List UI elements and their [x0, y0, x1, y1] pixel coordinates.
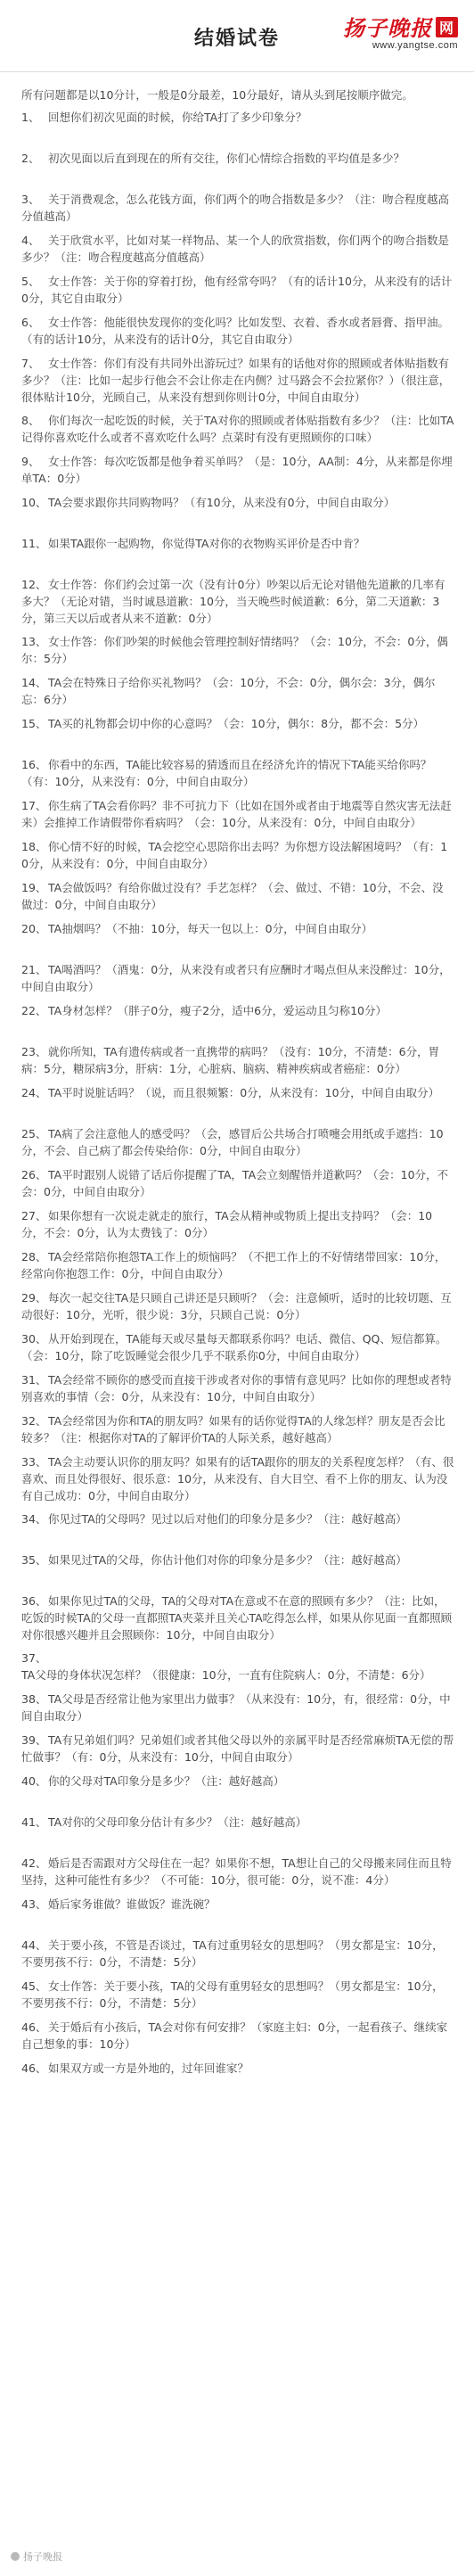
question-text: 关于要小孩，不管是否谈过，TA有过重男轻女的思想吗？（男女都是宝：10分，不要男孩不行：0分，不清楚：5分）: [21, 1938, 444, 1969]
watermark: [11, 2549, 62, 2564]
question-text: 女士作答：关于你的穿着打扮，他有经常夸吗？（有的话计10分，从来没有的话计0分，其它自由取分）: [21, 275, 453, 305]
question-text: TA会要求跟你共同购物吗？（有10分，从来没有0分，中间自由取分）: [48, 496, 396, 509]
question-number: 21、: [21, 963, 47, 976]
question-item: [21, 1284, 454, 1325]
question-text: 你的父母对TA印象分是多少？（注：越好越高）: [48, 1774, 285, 1788]
question-item: [21, 489, 454, 530]
question-number: 9、: [21, 455, 40, 468]
question-item: [21, 1890, 454, 1931]
question-number: 2、: [21, 152, 40, 165]
question-text: 婚后是否需跟对方父母住在一起？如果你不想，TA想让自己的父母搬来同住而且特坚持，这种可能性有多少？（不可能：10分，很可能：0分，说不准：4分）: [21, 1856, 452, 1887]
question-item: [21, 407, 454, 448]
question-text: 关于消费观念，怎么花钱方面，你们两个的吻合指数是多少？（注：吻合程度越高分值越高）: [21, 193, 450, 223]
question-text: 从开始到现在，TA能每天或尽量每天都联系你吗？电话、微信、QQ、短信都算。（会：10分，除了吃饭睡觉会很少几乎不联系你0分，中间自由取分）: [21, 1332, 447, 1362]
question-item: [21, 2013, 454, 2054]
question-number: 17、: [21, 799, 47, 812]
question-item: [21, 2054, 454, 2095]
question-number: 46、: [21, 2062, 47, 2075]
question-text: TA父母是否经常让他为家里出力做事？（从来没有：10分，有，很经常：0分，中间自由取分）: [21, 1692, 451, 1723]
question-number: 29、: [21, 1291, 47, 1304]
question-item: [21, 1325, 454, 1366]
question-number: 40、: [21, 1774, 47, 1788]
question-item: [21, 530, 454, 571]
question-number: 38、: [21, 1692, 47, 1706]
question-text: TA会经常陪你抱怨TA工作上的烦恼吗？（不把工作上的不好情绪带回家：10分，经常向你抱怨工作：0分，中间自由取分）: [21, 1250, 446, 1280]
question-number: 14、: [21, 676, 47, 689]
logo-badge: 网: [436, 17, 458, 37]
question-text: 你见过TA的父母吗？见过以后对他们的印象分是多少？（注：越好越高）: [48, 1512, 407, 1526]
question-item: [21, 1407, 454, 1448]
question-text: TA对你的父母印象分估计有多少？（注：越好越高）: [48, 1815, 307, 1829]
question-text: 你生病了TA会看你吗？非不可抗力下（比如在国外或者由于地震等自然灾害无法赶来）会推掉工作请假带你看病吗？（会：10分，从来没有：0分，中间自由取分）: [21, 799, 452, 829]
question-item: [21, 628, 454, 669]
question-text: 女士作答：你们吵架的时候他会管理控制好情绪吗？（会：10分，不会：0分，偶尔：5分）: [21, 635, 448, 665]
question-text: TA病了会注意他人的感受吗？（会，感冒后公共场合打喷嚏会用纸或手遮挡：10分，不会、自己病了都会传染给你：0分，中间自由取分）: [21, 1127, 444, 1157]
logo-name: 扬子晚报: [342, 15, 432, 41]
question-item: [21, 448, 454, 489]
question-text: 初次见面以后直到现在的所有交往，你们心情综合指数的平均值是多少？: [48, 152, 405, 165]
question-text: 女士作答：你们约会过第一次（没有计0分）吵架以后无论对错他先道歉的几率有多大？（无论对错，当时诚恳道歉：10分，当天晚些时候道歉：6分，第二天道歉：3分，第三天以后或者从来不道歉：0分）: [21, 578, 445, 625]
question-number: 34、: [21, 1512, 47, 1526]
question-number: 4、: [21, 234, 40, 247]
publisher-logo[interactable]: [324, 11, 458, 51]
question-item: [21, 792, 454, 833]
question-text: 关于欣赏水平，比如对某一样物品、某一个人的欣赏指数，你们两个的吻合指数是多少？（注：吻合程度越高分值越高）: [21, 234, 450, 264]
question-number: 43、: [21, 1897, 47, 1911]
question-text: TA平时说脏话吗？（说，而且很频繁：0分，从来没有：10分，中间自由取分）: [48, 1086, 440, 1099]
question-number: 18、: [21, 840, 47, 853]
question-text: TA父母的身体状况怎样？（很健康：10分，一直有住院病人：0分，不清楚：6分）: [21, 1668, 431, 1682]
question-number: 1、: [21, 111, 40, 124]
question-item: [21, 915, 454, 956]
question-text: 女士作答：他能很快发现你的变化吗？比如发型、衣着、香水或者唇膏、指甲油。（有的话计10分，从来没有的话计0分，其它自由取分）: [21, 316, 450, 346]
intro-text: 所有问题都是以10分计，一般是0分最差，10分最好，请从头到尾按顺序做完。: [21, 88, 413, 102]
question-item: [21, 1366, 454, 1407]
question-text: 你看中的东西，TA能比较容易的猜透而且在经济允许的情况下TA能买给你吗？（有：10分，从来没有：0分，中间自由取分）: [21, 758, 432, 788]
question-item: [21, 309, 454, 350]
question-text: 就你所知，TA有遗传病或者一直携带的病吗？（没有：10分，不清楚：6分，胃病：5分，糖尿病3分，肝病：1分，心脏病、脑病、精神疾病或者癌症：0分）: [21, 1045, 440, 1075]
question-number: 11、: [21, 537, 47, 550]
question-item: [21, 710, 454, 751]
question-text: TA会做饭吗？有给你做过没有？手艺怎样？（会、做过、不错：10分，不会、没做过：0分，中间自由取分）: [21, 881, 444, 911]
question-item: [21, 1202, 454, 1243]
watermark-text: 扬子晚报: [23, 2551, 62, 2563]
question-item: [21, 1644, 454, 1685]
question-number: 23、: [21, 1045, 47, 1058]
question-text: TA会在特殊日子给你买礼物吗？（会：10分，不会：0分，偶尔会：3分，偶尔忘：6分）: [21, 676, 436, 706]
question-item: [21, 226, 454, 267]
question-number: 36、: [21, 1594, 47, 1608]
question-text: TA买的礼物都会切中你的心意吗？（会：10分，偶尔：8分，都不会：5分）: [48, 717, 425, 730]
question-text: TA会经常因为你和TA的朋友吗？如果有的话你觉得TA的人缘怎样？朋友是否会比较多？（注：根据你对TA的了解评价TA的人际关系，越好越高）: [21, 1414, 445, 1444]
question-number: 7、: [21, 357, 40, 370]
question-item: [21, 1243, 454, 1284]
question-item: [21, 1808, 454, 1849]
question-number: 3、: [21, 193, 40, 206]
question-text: 如果你想有一次说走就走的旅行，TA会从精神或物质上提出支持吗？（会：10分，不会：0分，认为太费钱了：0分）: [21, 1209, 433, 1239]
question-number: 30、: [21, 1332, 47, 1346]
question-text: 回想你们初次见面的时候，你给TA打了多少印象分？: [48, 111, 307, 124]
question-item: [21, 571, 454, 628]
question-item: [21, 1931, 454, 1972]
question-number: 5、: [21, 275, 40, 288]
question-number: 20、: [21, 922, 47, 935]
question-number: 33、: [21, 1455, 47, 1469]
question-number: 10、: [21, 496, 47, 509]
question-item: [21, 1685, 454, 1726]
header: [0, 0, 474, 72]
question-item: [21, 874, 454, 915]
question-number: 6、: [21, 316, 40, 329]
page-title: 结婚试卷: [193, 28, 280, 50]
question-text: TA有兄弟姐们吗？兄弟姐们或者其他父母以外的亲属平时是否经常麻烦TA无偿的帮忙做事？（有：0分，从来没有：10分，中间自由取分）: [21, 1733, 454, 1764]
question-text: TA会主动要认识你的朋友吗？如果有的话TA跟你的朋友的关系程度怎样？（有、很喜欢、而且处得很好、很乐意：10分，从来没有、自大目空、看不上你的朋友、认为没有自己成功：0分，中间自由取分）: [21, 1455, 454, 1502]
question-number: 19、: [21, 881, 47, 894]
question-number: 32、: [21, 1414, 47, 1428]
question-number: 35、: [21, 1553, 47, 1567]
question-number: 26、: [21, 1168, 47, 1181]
question-number: 13、: [21, 635, 47, 648]
logo-text: [324, 11, 458, 42]
question-number: 41、: [21, 1815, 47, 1829]
question-item: [21, 1161, 454, 1202]
question-item: [21, 1726, 454, 1767]
question-text: 如果见过TA的父母，你估计他们对你的印象分是多少？（注：越好越高）: [48, 1553, 407, 1567]
question-item: [21, 1767, 454, 1808]
question-item: [21, 1120, 454, 1161]
question-text: TA会经常不顾你的感受而直接干涉或者对你的事情有意见吗？比如你的理想或者特别喜欢的事情（会：0分，从来没有：10分，中间自由取分）: [21, 1373, 452, 1403]
question-item: [21, 1546, 454, 1587]
question-number: 46、: [21, 2020, 47, 2034]
question-list: [0, 103, 474, 2095]
question-text: TA喝酒吗？（酒鬼：0分，从来没有或者只有应酬时才喝点但从来没醉过：10分，中间自由取分）: [21, 963, 451, 993]
logo-url: www.yangtse.com: [372, 40, 458, 51]
question-text: 每次一起交往TA是只顾自己讲还是只顾听？（会：注意倾听，适时的比较切题、互动很好：10分，光听，很少说：3分，只顾自己说：0分）: [21, 1291, 452, 1321]
question-item: [21, 144, 454, 185]
question-text: TA抽烟吗？（不抽：10分，每天一包以上：0分，中间自由取分）: [48, 922, 373, 935]
question-text: TA平时跟别人说错了话后你提醒了TA，TA会立刻醒悟并道歉吗？（会：10分，不会：0分，中间自由取分）: [21, 1168, 449, 1198]
question-text: 如果TA跟你一起购物，你觉得TA对你的衣物购买评价是否中肯？: [48, 537, 365, 550]
question-item: [21, 997, 454, 1038]
question-item: [21, 350, 454, 407]
question-number: 45、: [21, 1979, 47, 1993]
question-text: TA身材怎样？（胖子0分，瘦子2分，适中6分，爱运动且匀称10分）: [48, 1004, 387, 1017]
question-text: 你们每次一起吃饭的时候，关于TA对你的照顾或者体贴指数有多少？（注：比如TA记得你喜欢吃什么或者不喜欢吃什么吗？点菜时有没有更照顾你的口味）: [21, 414, 454, 444]
question-item: [21, 1849, 454, 1890]
question-item: [21, 1038, 454, 1079]
question-text: 你心情不好的时候，TA会挖空心思陪你出去吗？为你想方设法解困境吗？（有：10分，从来没有：0分，中间自由取分）: [21, 840, 448, 870]
question-item: [21, 956, 454, 997]
question-text: 如果双方或一方是外地的，过年回谁家？: [48, 2062, 249, 2075]
question-text: 关于婚后有小孩后，TA会对你有何安排？（家庭主妇：0分，一起看孩子、继续家自己想象的事：10分）: [21, 2020, 448, 2051]
question-item: [21, 833, 454, 874]
question-number: 16、: [21, 758, 47, 771]
question-number: 39、: [21, 1733, 47, 1747]
question-item: [21, 1448, 454, 1505]
question-item: [21, 185, 454, 226]
question-number: 24、: [21, 1086, 47, 1099]
question-number: 15、: [21, 717, 47, 730]
question-number: 42、: [21, 1856, 47, 1870]
question-text: 婚后家务谁做？谁做饭？谁洗碗？: [48, 1897, 216, 1911]
watermark-icon: [11, 2552, 20, 2561]
question-item: [21, 1972, 454, 2013]
question-number: 25、: [21, 1127, 47, 1140]
question-item: [21, 267, 454, 309]
question-number: 44、: [21, 1938, 47, 1952]
footer: [0, 2535, 474, 2576]
question-number: 28、: [21, 1250, 47, 1263]
question-item: [21, 1079, 454, 1120]
question-item: [21, 669, 454, 710]
question-text: 如果你见过TA的父母，TA的父母对TA在意或不在意的照顾有多少？（注：比如，吃饭的时候TA的父母一直都照TA夹菜并且关心TA吃得怎么样，如果从你见面一直都照顾对你很感兴趣并且会照顾你：10分，中间自由取分）: [21, 1594, 453, 1642]
question-item: [21, 103, 454, 144]
question-item: [21, 1505, 454, 1546]
question-item: [21, 1587, 454, 1644]
question-item: [21, 751, 454, 792]
question-number: 27、: [21, 1209, 47, 1222]
question-text: 女士作答：关于要小孩，TA的父母有重男轻女的思想吗？（男女都是宝：10分，不要男孩不行：0分，不清楚：5分）: [21, 1979, 444, 2010]
question-number: 31、: [21, 1373, 47, 1387]
question-number: 37、: [21, 1651, 47, 1665]
question-number: 22、: [21, 1004, 47, 1017]
question-number: 12、: [21, 578, 47, 591]
question-text: 女士作答：你们有没有共同外出游玩过？如果有的话他对你的照顾或者体贴指数有多少？（注：比如一起步行他会不会让你走在内侧？过马路会不会拉紧你？）（很注意，很体贴计10分，光顾自己，从来没有想到你则计0分，中间自由取分）: [21, 357, 451, 404]
question-number: 8、: [21, 414, 40, 427]
question-text: 女士作答：每次吃饭都是他争着买单吗？（是：10分，AA制：4分，从来都是你埋单TA：0分）: [21, 455, 453, 485]
